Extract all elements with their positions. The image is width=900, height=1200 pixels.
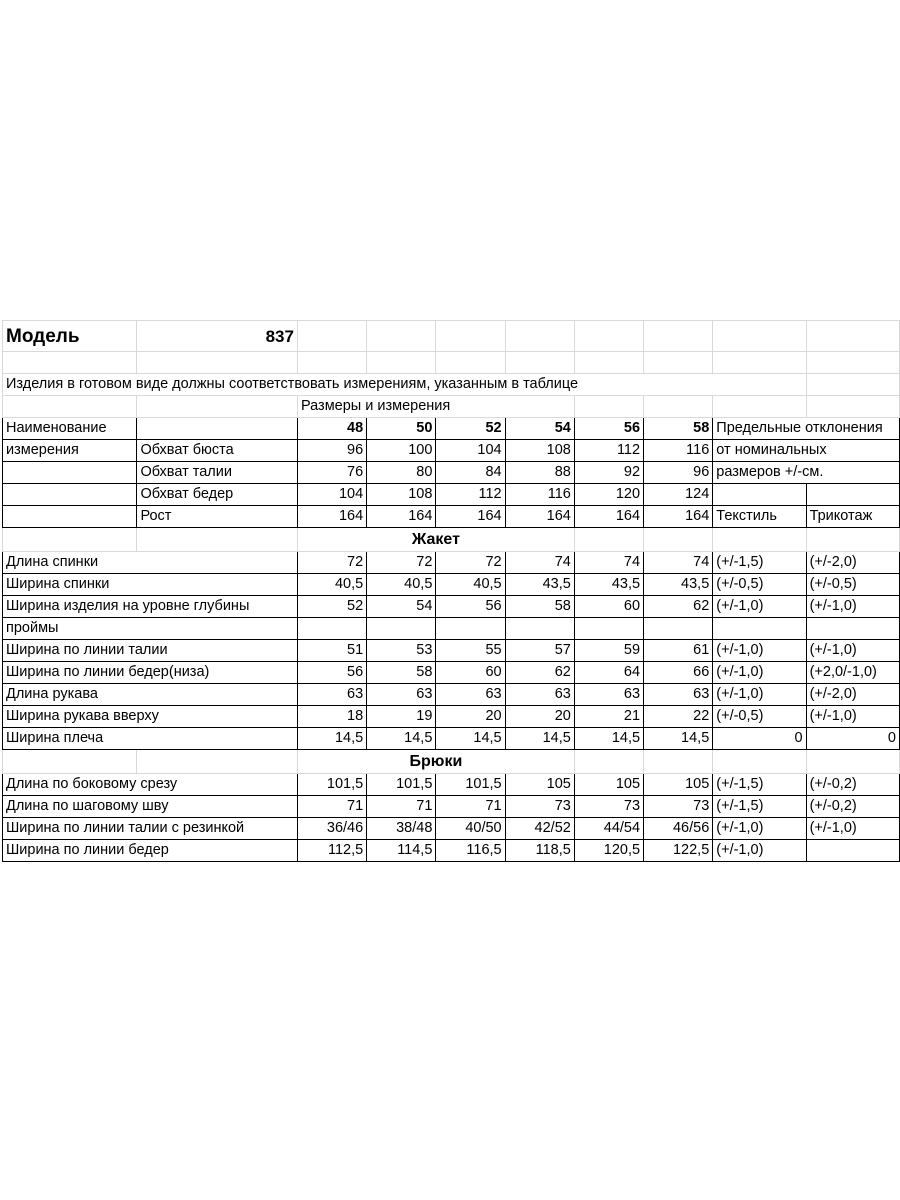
tolerance-header-line3: размеров +/-см. [713,462,900,484]
table-row [3,618,900,640]
table-row [3,596,900,618]
row-value: 105 [505,774,574,796]
textile-tolerance [713,618,806,640]
row-value: 36/46 [297,818,366,840]
row-value: 71 [297,796,366,818]
body-measure-label: Обхват талии [137,462,298,484]
table-row [3,706,900,728]
row-value: 56 [297,662,366,684]
row-value: 57 [505,640,574,662]
row-value: 43,5 [574,574,643,596]
row-value [297,618,366,640]
knit-tolerance: (+/-1,0) [806,640,899,662]
row-label: Длина спинки [3,552,298,574]
trousers-section-title: Брюки [297,750,574,774]
row-value: 71 [367,796,436,818]
body-measure-value: 96 [297,440,366,462]
row-value: 14,5 [436,728,505,750]
knit-tolerance [806,840,899,862]
table-row [3,728,900,750]
row-value: 14,5 [574,728,643,750]
row-value: 74 [644,552,713,574]
row-value: 22 [644,706,713,728]
trousers-rows [3,774,900,862]
row-value: 14,5 [644,728,713,750]
row-value: 63 [644,684,713,706]
textile-tolerance: (+/-1,0) [713,662,806,684]
row-label: Ширина по линии талии с резинкой [3,818,298,840]
row-value: 101,5 [367,774,436,796]
body-measure-value: 164 [297,506,366,528]
table-row [3,774,900,796]
row-value: 72 [297,552,366,574]
knit-tolerance: (+2,0/-1,0) [806,662,899,684]
row-value: 19 [367,706,436,728]
row-value: 112,5 [297,840,366,862]
knit-header: Трикотаж [806,506,899,528]
row-label: Ширина по линии талии [3,640,298,662]
size-header: 56 [574,418,643,440]
body-measure-value: 108 [367,484,436,506]
size-header: 50 [367,418,436,440]
body-measure-value: 88 [505,462,574,484]
table-row [3,574,900,596]
row-value: 118,5 [505,840,574,862]
row-label: проймы [3,618,298,640]
row-value: 46/56 [644,818,713,840]
requirement-note: Изделия в готовом виде должны соответствовать измерениям, указанным в таблице [3,374,807,396]
row-value [436,618,505,640]
row-value: 120,5 [574,840,643,862]
row-value: 73 [644,796,713,818]
row-value: 64 [574,662,643,684]
row-value: 73 [574,796,643,818]
body-measure-value: 92 [574,462,643,484]
row-label: Ширина рукава вверху [3,706,298,728]
row-value: 61 [644,640,713,662]
row-value: 38/48 [367,818,436,840]
row-value: 60 [574,596,643,618]
row-value: 58 [367,662,436,684]
textile-tolerance: (+/-1,5) [713,552,806,574]
knit-tolerance: (+/-0,2) [806,796,899,818]
table-row [3,662,900,684]
row-value: 62 [644,596,713,618]
knit-tolerance: 0 [806,728,899,750]
jacket-rows [3,552,900,750]
body-measure-value: 112 [436,484,505,506]
row-value [574,618,643,640]
textile-tolerance: (+/-1,5) [713,774,806,796]
body-measure-value: 164 [574,506,643,528]
knit-tolerance: (+/-2,0) [806,684,899,706]
body-measure-value: 164 [644,506,713,528]
row-value: 114,5 [367,840,436,862]
row-value: 71 [436,796,505,818]
table-row [3,818,900,840]
jacket-section-title: Жакет [297,528,574,552]
row-value: 59 [574,640,643,662]
row-value: 44/54 [574,818,643,840]
header-name-line1: Наименование [3,418,137,440]
body-measure-value: 104 [436,440,505,462]
table-row [3,840,900,862]
body-measure-value: 120 [574,484,643,506]
body-measure-value: 112 [574,440,643,462]
row-label: Ширина спинки [3,574,298,596]
row-label: Ширина по линии бедер(низа) [3,662,298,684]
row-value: 53 [367,640,436,662]
row-value: 66 [644,662,713,684]
row-value: 105 [644,774,713,796]
row-value: 43,5 [505,574,574,596]
row-value: 40,5 [436,574,505,596]
textile-tolerance: (+/-1,5) [713,796,806,818]
knit-tolerance: (+/-1,0) [806,706,899,728]
row-value: 63 [297,684,366,706]
row-value: 74 [574,552,643,574]
tolerance-header-line1: Предельные отклонения [713,418,900,440]
body-measure-value: 80 [367,462,436,484]
row-value: 20 [436,706,505,728]
textile-header: Текстиль [713,506,806,528]
row-value: 60 [436,662,505,684]
row-value [505,618,574,640]
row-value: 18 [297,706,366,728]
model-number: 837 [137,321,298,352]
row-value: 40,5 [297,574,366,596]
row-value: 54 [367,596,436,618]
textile-tolerance: (+/-1,0) [713,596,806,618]
size-header: 48 [297,418,366,440]
size-header: 58 [644,418,713,440]
row-value: 63 [367,684,436,706]
row-value: 42/52 [505,818,574,840]
row-value: 73 [505,796,574,818]
size-header: 54 [505,418,574,440]
tolerance-header-line2: от номинальных [713,440,900,462]
row-value: 63 [436,684,505,706]
table-row [3,684,900,706]
row-value: 74 [505,552,574,574]
row-value: 101,5 [297,774,366,796]
row-value: 58 [505,596,574,618]
row-value: 105 [574,774,643,796]
knit-tolerance [806,618,899,640]
row-value: 40,5 [367,574,436,596]
textile-tolerance: 0 [713,728,806,750]
row-value [367,618,436,640]
row-value: 116,5 [436,840,505,862]
textile-tolerance: (+/-0,5) [713,574,806,596]
row-value: 101,5 [436,774,505,796]
body-measure-value: 104 [297,484,366,506]
row-label: Длина по боковому срезу [3,774,298,796]
table-row [3,796,900,818]
knit-tolerance: (+/-0,2) [806,774,899,796]
row-value: 72 [436,552,505,574]
knit-tolerance: (+/-0,5) [806,574,899,596]
row-value: 20 [505,706,574,728]
row-value: 56 [436,596,505,618]
body-measure-value: 84 [436,462,505,484]
row-label: Длина по шаговому шву [3,796,298,818]
row-value: 52 [297,596,366,618]
knit-tolerance: (+/-1,0) [806,596,899,618]
body-measure-value: 96 [644,462,713,484]
row-value: 122,5 [644,840,713,862]
sizes-caption: Размеры и измерения [297,396,574,418]
body-measure-value: 164 [436,506,505,528]
textile-tolerance: (+/-1,0) [713,840,806,862]
body-measure-value: 164 [505,506,574,528]
textile-tolerance: (+/-1,0) [713,684,806,706]
body-measure-value: 116 [644,440,713,462]
row-value: 62 [505,662,574,684]
body-measure-label: Обхват бюста [137,440,298,462]
row-value: 14,5 [505,728,574,750]
body-measure-label: Рост [137,506,298,528]
body-measure-value: 164 [367,506,436,528]
body-measure-value: 100 [367,440,436,462]
size-header: 52 [436,418,505,440]
body-measure-value: 124 [644,484,713,506]
textile-tolerance: (+/-1,0) [713,818,806,840]
row-value: 14,5 [367,728,436,750]
model-label: Модель [3,321,137,352]
row-value: 63 [574,684,643,706]
row-label: Ширина плеча [3,728,298,750]
body-measure-value: 116 [505,484,574,506]
measurement-sheet [2,320,900,862]
header-name-line2: измерения [3,440,137,462]
row-label: Ширина изделия на уровне глубины [3,596,298,618]
row-label: Ширина по линии бедер [3,840,298,862]
row-value: 21 [574,706,643,728]
row-value [644,618,713,640]
textile-tolerance: (+/-0,5) [713,706,806,728]
row-value: 43,5 [644,574,713,596]
table-row [3,640,900,662]
row-label: Длина рукава [3,684,298,706]
body-measure-value: 108 [505,440,574,462]
textile-tolerance: (+/-1,0) [713,640,806,662]
size-table [2,320,900,862]
table-row [3,552,900,574]
row-value: 51 [297,640,366,662]
row-value: 14,5 [297,728,366,750]
row-value: 63 [505,684,574,706]
row-value: 72 [367,552,436,574]
row-value: 55 [436,640,505,662]
knit-tolerance: (+/-2,0) [806,552,899,574]
body-measure-label: Обхват бедер [137,484,298,506]
knit-tolerance: (+/-1,0) [806,818,899,840]
row-value: 40/50 [436,818,505,840]
body-measure-value: 76 [297,462,366,484]
